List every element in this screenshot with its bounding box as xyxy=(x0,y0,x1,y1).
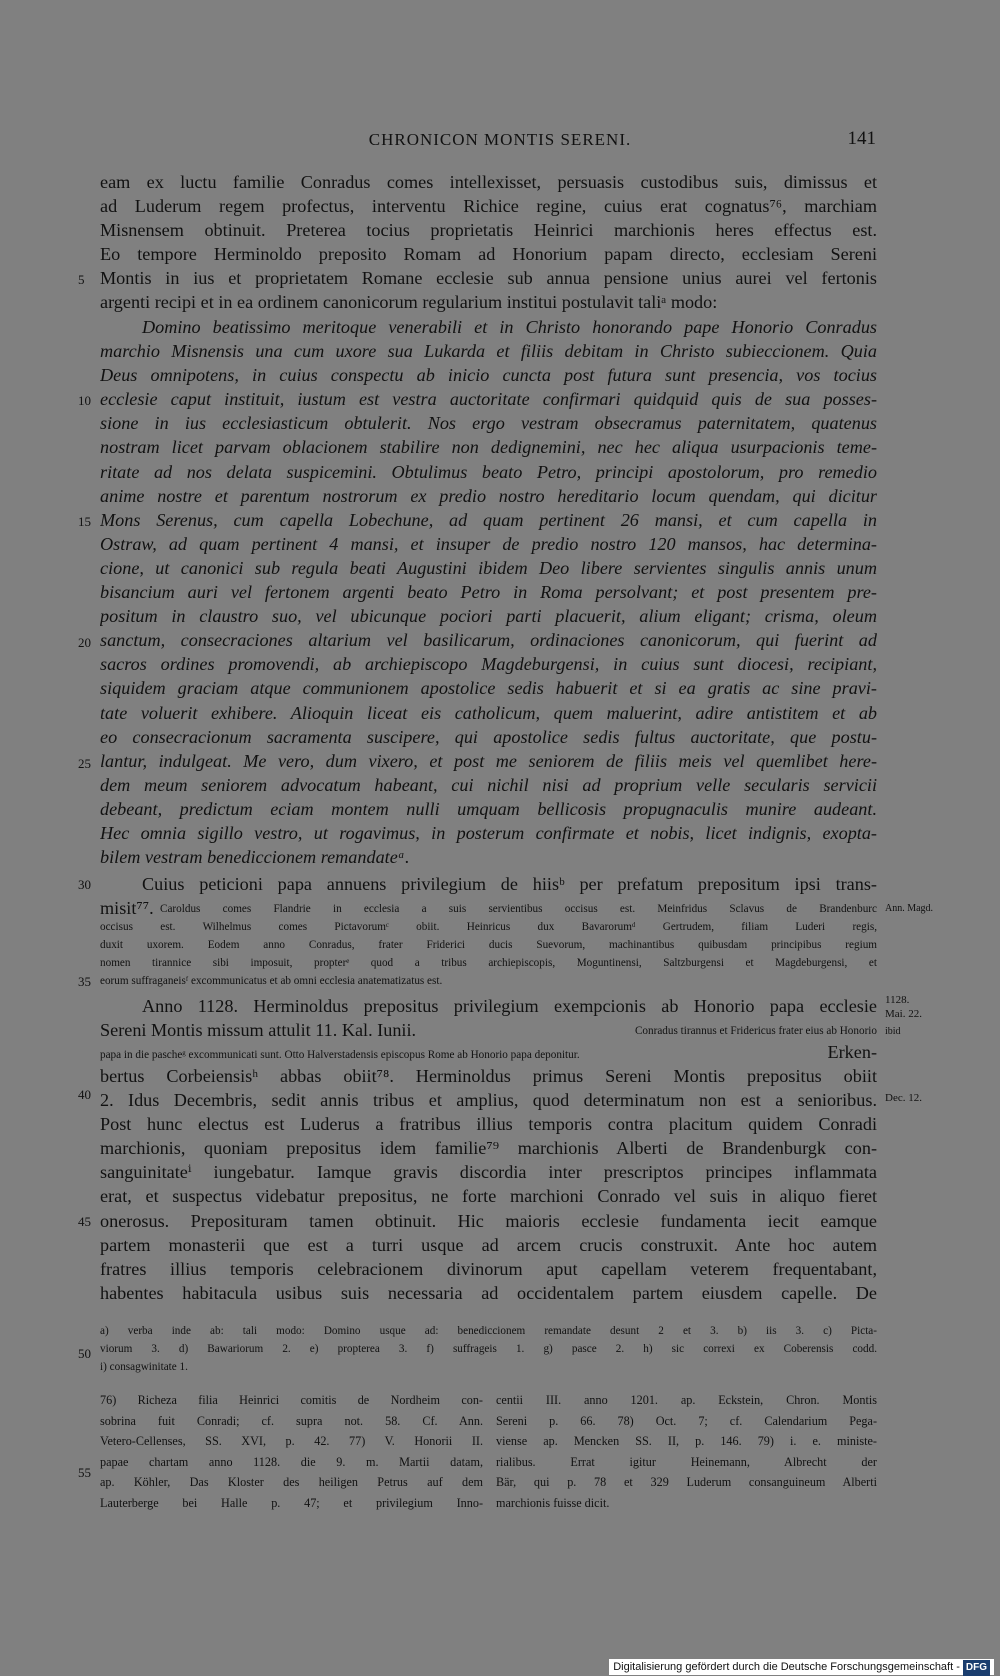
line-number: 15 xyxy=(78,514,91,529)
line-number: 5 xyxy=(78,272,85,287)
page-title: CHRONICON MONTIS SERENI. xyxy=(368,130,632,149)
text-line: Montis in ius et proprietatem Romane ecclesie sub annua pensione unius aurei vel fertonis xyxy=(100,268,877,289)
text-line: sanguinitateⁱ iungebatur. Iamque gravis discordia inter prescriptos principes inflammata xyxy=(100,1162,877,1183)
text-line: Erken- xyxy=(827,1042,877,1062)
text-line: argenti recipi et in ea ordinem canonicorum regularium institui postulavit taliᵃ modo: xyxy=(100,292,718,313)
paragraph xyxy=(100,994,877,1018)
text-line: Cuius peticioni papa annuens privilegium de hiisᵇ per prefatum prepositum ipsi trans- xyxy=(142,874,877,894)
text-line: onerosus. Preposituram tamen obtinuit. Hic maioris ecclesie fundamenta iecit eamque xyxy=(100,1210,877,1231)
text-line: habentes habitacula usibus suis necessaria ad occidentalem partem eiusdem capelle. De xyxy=(100,1282,877,1303)
text-line: Misnensem obtinuit. Preterea tocius proprietatis Heinrici marchionis heres effectus est. xyxy=(100,220,877,241)
margin-note: ibid xyxy=(885,1026,901,1037)
text-line: Hec omnia sigillo vestro, ut rogavimus, in posterum confirmate et nobis, licet indignis, exopta- xyxy=(100,822,877,843)
text-line: cione, ut canonici sub regula beati Augustini ibidem Deo libere servientes singulis annis unum xyxy=(100,557,877,578)
dfg-logo: DFG xyxy=(963,1660,990,1676)
text-line: ritate ad nos delata suspicemini. Obtulimus beato Petro, principi apostolorum, pro remedio xyxy=(100,461,877,482)
text-line: sanctum, consecraciones altarium vel basilicarum, ordinaciones canonicorum, qui fuerint ad xyxy=(100,630,877,651)
running-header xyxy=(0,128,1000,154)
line-number: 30 xyxy=(78,877,91,892)
line-number: 10 xyxy=(78,393,91,408)
main-text xyxy=(100,170,877,315)
text-line: nostram licet parvam oblacionem stabilire non dedignemini, nec hec aliqua usurpacionis teme- xyxy=(100,437,877,458)
paragraph xyxy=(100,1064,877,1305)
footnotes-left-column xyxy=(100,1390,483,1514)
digitization-credit xyxy=(609,1659,994,1675)
text-line: Sereni Montis missum attulit 11. Kal. Iunii. xyxy=(100,1020,417,1040)
text-line: bilem vestram benediccionem remandateᵃ. xyxy=(100,847,410,868)
text-line: bertus Corbeiensisʰ abbas obiit⁷⁸. Herminoldus primus Sereni Montis prepositus obiit xyxy=(100,1066,877,1086)
line-number: 20 xyxy=(78,635,91,650)
text-line: Ostraw, ad quam pertinent 4 mansi, et insuper de predio nostro 120 mansos, hac determina- xyxy=(100,533,877,554)
text-line: marchionis, quoniam prepositus idem familie⁷⁹ marchionis Alberti de Brandenburgk con- xyxy=(100,1138,877,1159)
footnote-line: 76) Richeza filia Heinrici comitis de Nordheim con- xyxy=(100,1393,483,1407)
footnote-line: viense ap. Mencken SS. II, p. 146. 79) i. e. ministe- xyxy=(496,1434,877,1449)
footnote-line: papae chartam anno 1128. die 9. m. Martii datam, xyxy=(100,1454,483,1469)
note-line: occisus est. Wilhelmus comes Pictavorumᶜ obiit. Heinricus dux Bavarorumᵈ Gertrudem, filiam Luderi regis, xyxy=(100,921,877,933)
text-line: 2. Idus Decembris, sedit annis tribus et amplius, quod determinatum non est a senioribus. xyxy=(100,1090,877,1111)
note-line: eorum suffraganeisᶠ excommunicatus et ab omni ecclesia anatematizatus est. xyxy=(100,975,443,987)
annal-note xyxy=(160,900,877,918)
text-line: Post hunc electus est Luderus a fratribus illius temporis contra placitum quidem Conradi xyxy=(100,1114,877,1135)
line-number: 35 xyxy=(78,974,91,989)
footnote-line: Vetero-Cellenses, SS. XVI, p. 42. 77) V. Honorii II. xyxy=(100,1434,483,1449)
note-line: papa in die pascheᵍ excommunicati sunt. Otto Halverstadensis episcopus Rome ab Honorio papa deponitur. xyxy=(100,1049,580,1061)
text-line: erat, et suspectus videbatur prepositus, ne forte marchioni Conrado vel suis in aliquo fieret xyxy=(100,1186,877,1207)
margin-note: Mai. 22. xyxy=(885,1008,922,1020)
text-line: dem meum seniorem advocatum habeant, cui nichil nisi ad proprium velle secularis servicii xyxy=(100,774,877,795)
footnote-line: Lauterberge bei Halle p. 47; et privilegium Inno- xyxy=(100,1495,483,1510)
text-line: Eo tempore Herminoldo preposito Romam ad Honorium papam directo, ecclesiam Sereni xyxy=(100,244,877,265)
annal-note xyxy=(100,918,877,990)
footnote-line: marchionis fuisse dicit. xyxy=(496,1495,610,1510)
footnotes-right-column xyxy=(496,1390,877,1514)
text-line: siquidem graciam atque communionem apostolice sedis habuerit et si ea gratis ac sine pravi- xyxy=(100,678,877,699)
apparatus-line: viorum 3. d) Bawariorum 2. e) propterea 3. f) suffrageis 1. g) pasce 2. h) sic correxi ex Coberensis codd. xyxy=(100,1343,877,1355)
text-line: Anno 1128. Herminoldus prepositus privilegium exempcionis ab Honorio papa ecclesie xyxy=(142,996,877,1016)
margin-note: Ann. Magd. xyxy=(885,903,934,914)
apparatus-line: a) verba inde ab: tali modo: Domino usque ad: benediccionem remandate desunt 2 et 3. b) iis 3. c) Picta- xyxy=(100,1325,877,1337)
text-line: sione in ius ecclesiasticum obtulerit. Nos ergo vestram obsecramus paternitatem, quatenus xyxy=(100,413,877,434)
footnote-line: rialibus. Errat igitur Heinemann, Albrecht der xyxy=(496,1454,877,1469)
text-line: positum in claustro suo, vel ubicunque pociori parti placuerit, alium eligant; crisma, oleum xyxy=(100,606,877,627)
line-number: 40 xyxy=(78,1087,91,1102)
note-line: duxit uxorem. Eodem anno Conradus, frater Friderici ducis Suevorum, machinantibus quibusdam principibus regium xyxy=(100,939,877,951)
text-line: sacros ordines promovendi, ab archiepiscopo Magdeburgensi, in cuius sunt diocesi, recipiant, xyxy=(100,654,877,675)
text-line: lantur, indulgeat. Me vero, dum vixero, et post me seniorem de filiis meis vel quemlibet here- xyxy=(100,750,877,771)
footnote-line: centii III. anno 1201. ap. Eckstein, Chron. Montis xyxy=(496,1393,877,1407)
apparatus-line: i) consagwinitate 1. xyxy=(100,1361,188,1373)
note-line: Conradus tirannus et Fridericus frater eius ab Honorio xyxy=(634,1025,877,1037)
footnote-line: sobrina fuit Conradi; cf. supra not. 58. Cf. Ann. xyxy=(100,1413,483,1428)
text-line: Mons Serenus, cum capella Lobechune, ad quam pertinent 26 mansi, et cum capella in xyxy=(100,509,877,530)
text-line: ecclesie caput instituit, iustum est vestra auctoritate confirmari quidquid quis de sua posses- xyxy=(100,389,877,410)
text-line: eam ex luctu familie Conradus comes intellexisset, persuasis custodibus suis, dimissus et xyxy=(100,172,877,192)
margin-note: 1128. xyxy=(885,994,910,1006)
line-number: 50 xyxy=(78,1346,91,1361)
line-number: 45 xyxy=(78,1214,91,1229)
text-line: misit⁷⁷. xyxy=(100,898,154,918)
text-line: debeant, predictum eciam montem nulli umquam bellicosis propugnaculis munire audeant. xyxy=(100,798,877,819)
margin-note: Dec. 12. xyxy=(885,1092,922,1104)
line-number: 25 xyxy=(78,756,91,771)
text-line: bisancium auri vel fertonem argenti beato Petro in Roma persolvant; et post presentem pre- xyxy=(100,582,877,603)
line-number: 55 xyxy=(78,1465,91,1480)
text-line: tate voluerit exhibere. Alioquin liceat eis catholicum, quem maluerint, adire antistitem et ab xyxy=(100,702,877,723)
text-line: Deus omnipotens, in cuius conspectu ab inicio cuncta post futura sunt presencia, vos tocius xyxy=(100,365,877,386)
letter-text xyxy=(100,315,877,869)
page-number: 141 xyxy=(847,128,876,149)
text-line: ad Luderum regem profectus, interventu Richice regine, cuius erat cognatus⁷⁶, marchiam xyxy=(100,196,877,217)
note-line: Caroldus comes Flandrie in ecclesia a suis servientibus occisus est. Meinfridus Sclavus de Brandenburc xyxy=(160,903,877,915)
footnote-line: Sereni p. 66. 78) Oct. 7; cf. Calendarium Pega- xyxy=(496,1413,877,1428)
footnote-line: ap. Köhler, Das Kloster des heiligen Petrus auf dem xyxy=(100,1475,483,1490)
footer-text: Digitalisierung gefördert durch die Deutsche Forschungsgemeinschaft - xyxy=(613,1661,960,1673)
text-line: anime nostre et parentum nostrorum ex predio nostro hereditario locum quendam, qui dicitur xyxy=(100,485,877,506)
text-line: fratres illius temporis celebracionem divinorum aput capellam veterem frequentabant, xyxy=(100,1258,877,1279)
critical-apparatus xyxy=(100,1325,877,1379)
footnote-line: Bär, qui p. 78 et 329 Luderum consanguineum Alberti xyxy=(496,1475,877,1490)
text-line: marchio Misnensis una cum uxore sua Lukarda et filiis debitam in Christo subieccionem. Quia xyxy=(100,341,877,362)
paragraph xyxy=(100,872,877,896)
note-line: nomen tirannice sibi imposuit, propterᵉ quod a tribus archiepiscopis, Moguntinensi, Saltzburgensi et Magdeburgensi, et xyxy=(100,957,877,969)
text-line: eo consecracionum sacramenta suscipere, qui apostolice sedis fultus auctoritate, que postu- xyxy=(100,726,877,747)
text-line: Domino beatissimo meritoque venerabili et in Christo honorando pape Honorio Conradus xyxy=(142,317,877,337)
text-line: partem monasterii que est a turri usque ad arcem crucis construxit. Ante hoc autem xyxy=(100,1234,877,1255)
